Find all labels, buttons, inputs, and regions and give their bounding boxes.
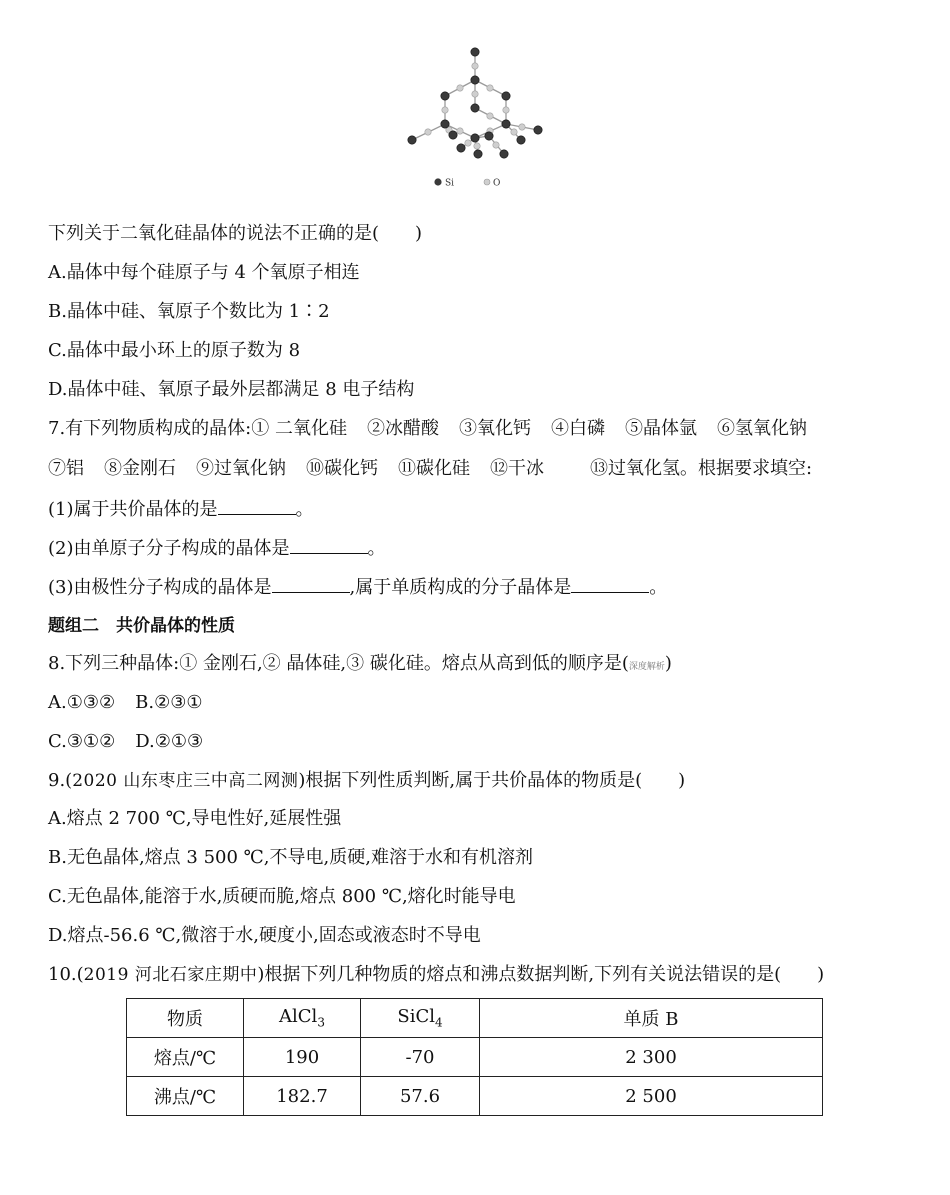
legend-o-label: O [493,178,501,189]
o-legend-icon [484,179,490,185]
q6-option-c: C.晶体中最小环上的原子数为 8 [48,340,301,361]
q7-substance-list-2: ⑦铝 ⑧金刚石 ⑨过氧化钠 ⑩碳化钙 ⑪碳化硅 ⑫干冰 ⑬过氧化氢。根据要求填空: [48,458,813,479]
si-legend-icon [434,178,441,185]
section-title: 题组二 共价晶体的性质 [48,616,235,636]
q9-option-b: B.无色晶体,熔点 3 500 ℃,不导电,质硬,难溶于水和有机溶剂 [48,847,533,868]
q8-options-row-1 [48,691,203,715]
table-header-cell: 单质 B [480,999,823,1038]
q7-sub-question-1: (1)属于共价晶体的是 。 [48,496,314,522]
q6-option-a: A.晶体中每个硅原子与 4 个氧原子相连 [48,262,360,283]
table-header-row [127,999,823,1038]
table-cell: -70 [361,1038,480,1077]
q9-source: 2020 山东枣庄三中高二网测 [72,771,299,791]
table-cell: 57.6 [361,1077,480,1116]
q7-sub-question-2: (2)由单原子分子构成的晶体是 。 [48,535,386,561]
table-cell: 沸点/℃ [127,1077,244,1116]
legend-si-label: Si [445,178,455,189]
table-cell: 2 500 [480,1077,823,1116]
table-cell: 190 [244,1038,361,1077]
table-row [127,1038,823,1077]
q8-options-row-2 [48,730,203,754]
q7-sub-question-3: (3)由极性分子构成的晶体是 ,属于单质构成的分子晶体是 。 [48,574,667,600]
q10-stem: 10.(2019 河北石家庄期中)根据下列几种物质的熔点和沸点数据判断,下列有关说法错误的是( ) [48,964,825,985]
q6-option-b: B.晶体中硅、氧原子个数比为 1∶2 [48,301,330,322]
q7-substance-list-1: 7.有下列物质构成的晶体:① 二氧化硅 ②冰醋酸 ③氧化钙 ④白磷 ⑤晶体氩 ⑥氢氧化钠 [48,418,807,439]
answer-blank[interactable] [272,574,350,593]
q10-source: 2019 河北石家庄期中 [83,965,258,985]
q6-option-d: D.晶体中硅、氧原子最外层都满足 8 电子结构 [48,379,415,400]
q9-option-d: D.熔点-56.6 ℃,微溶于水,硬度小,固态或液态时不导电 [48,925,481,946]
q9-option-c: C.无色晶体,能溶于水,质硬而脆,熔点 800 ℃,熔化时能导电 [48,886,516,907]
table-cell: 2 300 [480,1038,823,1077]
q9-option-a: A.熔点 2 700 ℃,导电性好,延展性强 [48,808,342,829]
answer-blank[interactable] [218,496,296,515]
sio2-crystal-structure-figure [398,42,558,192]
analysis-tag[interactable]: 深度解析 [628,662,665,672]
table-row [127,1077,823,1116]
table-header-cell: 物质 [127,999,244,1038]
table-header-cell: AlCl$_3$ [244,999,361,1038]
answer-blank[interactable] [290,535,368,554]
table-cell: 182.7 [244,1077,361,1116]
table-header-cell: SiCl$_4$ [361,999,480,1038]
table-cell: 熔点/℃ [127,1038,244,1077]
melting-boiling-point-table [126,998,823,1116]
q8-option-a: A.①③② [48,692,116,713]
q6-stem: 下列关于二氧化硅晶体的说法不正确的是( ) [48,223,423,244]
figure-legend [434,178,500,188]
q9-stem: 9.(2020 山东枣庄三中高二网测)根据下列性质判断,属于共价晶体的物质是( ) [48,770,686,791]
q8-option-c: C.③①② [48,731,116,752]
q8-stem: 8.下列三种晶体:① 金刚石,② 晶体硅,③ 碳化硅。熔点从高到低的顺序是(深度解析) [48,653,672,674]
answer-blank[interactable] [571,574,649,593]
q8-option-d: D.②①③ [135,731,204,752]
q8-option-b: B.②③① [135,692,203,713]
